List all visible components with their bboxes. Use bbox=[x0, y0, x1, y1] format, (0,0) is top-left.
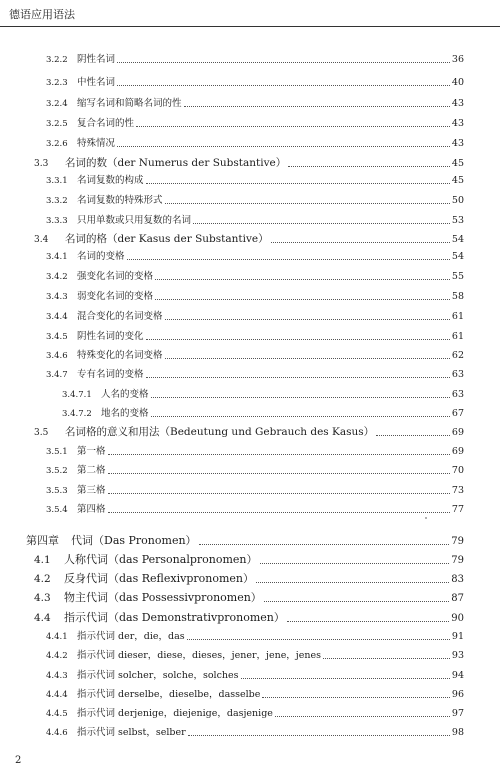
toc-entry-3-5-4[interactable] bbox=[46, 503, 464, 517]
toc-entry-3-2-6[interactable] bbox=[46, 137, 464, 151]
toc-entry-title: 特殊情况 bbox=[77, 138, 116, 149]
print-speck bbox=[425, 517, 427, 519]
leader-dots bbox=[117, 137, 450, 147]
toc-entry-number: 3.4.6 bbox=[46, 351, 68, 361]
leader-dots bbox=[188, 726, 450, 736]
toc-entry-number: 3.5.2 bbox=[46, 466, 68, 476]
toc-entry-title: 复合名词的性 bbox=[77, 118, 135, 129]
toc-entry-number: 4.4.1 bbox=[46, 632, 68, 642]
toc-entry-page: 87 bbox=[451, 593, 464, 604]
toc-entry-page: 62 bbox=[451, 350, 464, 361]
toc-entry-title: 反身代词（das Reflexivpronomen） bbox=[64, 572, 254, 585]
leader-dots bbox=[262, 688, 450, 698]
toc-entry-page: 96 bbox=[451, 689, 464, 700]
toc-entry-3-4-3[interactable] bbox=[46, 290, 464, 304]
toc-entry-title: 第二格 bbox=[77, 465, 106, 476]
toc-entry-4-4-2[interactable] bbox=[46, 649, 464, 663]
toc-entry-title: 指示代词 der，die，das bbox=[77, 631, 185, 642]
toc-entry-title: 名词复数的构成 bbox=[77, 175, 144, 186]
toc-entry-number: 3.3 bbox=[34, 159, 49, 169]
toc-entry-page: 79 bbox=[451, 536, 464, 547]
toc-entry-4-4-4[interactable] bbox=[46, 688, 464, 702]
toc-entry-page: 45 bbox=[451, 175, 464, 186]
toc-entry-3-5-1[interactable] bbox=[46, 445, 464, 459]
toc-entry-title: 指示代词 dieser，diese，dieses，jener，jene，jenes bbox=[77, 650, 321, 661]
toc-entry-title: 强变化名词的变格 bbox=[77, 271, 154, 282]
toc-entry-number: 3.4.5 bbox=[46, 332, 68, 342]
header-rule bbox=[0, 26, 500, 27]
toc-entry-number: 3.4.4 bbox=[46, 312, 68, 322]
toc-entry-page: 98 bbox=[451, 727, 464, 738]
toc-entry-title: 人名的变格 bbox=[101, 389, 149, 400]
leader-dots bbox=[155, 290, 450, 300]
leader-dots bbox=[146, 174, 450, 184]
toc-entry-title: 指示代词（das Demonstrativpronomen） bbox=[64, 611, 285, 624]
toc-entry-4-4-5[interactable] bbox=[46, 707, 464, 721]
toc-entry-number: 3.5.4 bbox=[46, 505, 68, 515]
toc-entry-3-3[interactable] bbox=[34, 156, 464, 171]
toc-entry-3-2-3[interactable] bbox=[46, 76, 464, 90]
toc-entry-3-4-7-2[interactable] bbox=[62, 407, 464, 421]
toc-entry-title: 阴性名词 bbox=[77, 54, 116, 65]
toc-entry-title: 指示代词 solcher，solche，solches bbox=[77, 670, 239, 681]
toc-entry-page: 79 bbox=[451, 555, 464, 566]
toc-entry-page: 53 bbox=[451, 215, 464, 226]
leader-dots bbox=[187, 630, 450, 640]
toc-entry-title: 第一格 bbox=[77, 446, 106, 457]
toc-entry-number: 4.1 bbox=[34, 554, 51, 566]
toc-entry-page: 61 bbox=[451, 331, 464, 342]
toc-entry-page: 61 bbox=[451, 311, 464, 322]
toc-entry-page: 54 bbox=[451, 234, 464, 245]
toc-entry-4-4-6[interactable] bbox=[46, 726, 464, 740]
toc-entry-title: 物主代词（das Possessivpronomen） bbox=[64, 591, 262, 604]
toc-entry-page: 43 bbox=[451, 138, 464, 149]
toc-entry-title: 第三格 bbox=[77, 485, 106, 496]
leader-dots bbox=[287, 612, 449, 622]
toc-entry-title: 弱变化名词的变格 bbox=[77, 291, 154, 302]
toc-entry-page: 77 bbox=[451, 504, 464, 515]
toc-entry-3-4-6[interactable] bbox=[46, 349, 464, 363]
toc-entry-number: 3.2.4 bbox=[46, 99, 68, 109]
toc-entry-3-4-4[interactable] bbox=[46, 310, 464, 324]
leader-dots bbox=[184, 97, 450, 107]
leader-dots bbox=[146, 330, 450, 340]
toc-entry-page: 94 bbox=[451, 670, 464, 681]
toc-entry-number: 3.3.3 bbox=[46, 216, 68, 226]
toc-entry-page: 45 bbox=[451, 158, 464, 169]
toc-entry-number: 3.4.7.1 bbox=[62, 390, 92, 400]
page-number: 2 bbox=[15, 755, 22, 766]
leader-dots bbox=[151, 407, 450, 417]
leader-dots bbox=[117, 76, 450, 86]
toc-entry-number: 4.4.6 bbox=[46, 728, 68, 738]
toc-entry-3-2-2[interactable] bbox=[46, 53, 464, 67]
leader-dots bbox=[260, 554, 450, 564]
toc-entry-3-2-4[interactable] bbox=[46, 97, 464, 111]
toc-entry-title: 专有名词的变格 bbox=[77, 369, 144, 380]
toc-entry-title: 第四格 bbox=[77, 504, 106, 515]
toc-entry-title: 名词的格（der Kasus der Substantive） bbox=[65, 233, 269, 245]
toc-entry-number: 3.4.1 bbox=[46, 252, 68, 262]
toc-entry-title: 指示代词 derselbe，dieselbe，dasselbe bbox=[77, 689, 261, 700]
toc-entry-page: 91 bbox=[451, 631, 464, 642]
toc-entry-number: 4.2 bbox=[34, 573, 51, 585]
toc-chapter-number: 第四章 bbox=[26, 534, 59, 547]
toc-entry-title: 代词（Das Pronomen） bbox=[71, 534, 197, 547]
toc-entry-page: 69 bbox=[451, 427, 464, 438]
toc-entry-4-4-1[interactable] bbox=[46, 630, 464, 644]
toc-entry-3-4-5[interactable] bbox=[46, 330, 464, 344]
toc-entry-page: 63 bbox=[451, 389, 464, 400]
toc-entry-title: 中性名词 bbox=[77, 77, 116, 88]
toc-entry-number: 3.4.3 bbox=[46, 292, 68, 302]
leader-dots bbox=[288, 157, 450, 167]
toc-entry-number: 3.2.3 bbox=[46, 78, 68, 88]
toc-entry-page: 67 bbox=[451, 408, 464, 419]
toc-entry-number: 4.4.2 bbox=[46, 651, 68, 661]
leader-dots bbox=[323, 649, 450, 659]
leader-dots bbox=[275, 707, 450, 717]
toc-entry-3-3-1[interactable] bbox=[46, 174, 464, 188]
leader-dots bbox=[108, 445, 450, 455]
toc-entry-page: 83 bbox=[451, 574, 464, 585]
leader-dots bbox=[155, 270, 450, 280]
toc-entry-title: 地名的变格 bbox=[101, 408, 149, 419]
toc-entry-title: 只用单数或只用复数的名词 bbox=[77, 215, 192, 226]
toc-entry-3-5[interactable] bbox=[34, 425, 464, 440]
toc-entry-title: 名词复数的特殊形式 bbox=[77, 195, 163, 206]
toc-entry-3-5-2[interactable] bbox=[46, 464, 464, 478]
toc-entry-3-4-7-1[interactable] bbox=[62, 388, 464, 402]
toc-entry-number: 4.4.4 bbox=[46, 690, 68, 700]
leader-dots bbox=[151, 388, 450, 398]
toc-entry-page: 69 bbox=[451, 446, 464, 457]
toc-entry-page: 63 bbox=[451, 369, 464, 380]
leader-dots bbox=[117, 53, 450, 63]
leader-dots bbox=[193, 214, 450, 224]
leader-dots bbox=[108, 484, 450, 494]
toc-entry-title: 名词格的意义和用法（Bedeutung und Gebrauch des Kasus） bbox=[65, 426, 375, 438]
leader-dots bbox=[146, 368, 450, 378]
toc-entry-number: 3.4.2 bbox=[46, 272, 68, 282]
leader-dots bbox=[165, 310, 450, 320]
toc-entry-3-3-3[interactable] bbox=[46, 214, 464, 228]
toc-entry-title: 名词的数（der Numerus der Substantive） bbox=[65, 157, 287, 169]
toc-entry-page: 43 bbox=[451, 118, 464, 129]
toc-entry-number: 4.4.3 bbox=[46, 671, 68, 681]
toc-entry-title: 指示代词 selbst，selber bbox=[77, 727, 186, 738]
toc-entry-number: 3.4.7 bbox=[46, 370, 68, 380]
toc-entry-4-4[interactable] bbox=[34, 611, 464, 626]
toc-entry-page: 55 bbox=[451, 271, 464, 282]
leader-dots bbox=[199, 535, 450, 545]
toc-entry-4-2[interactable] bbox=[34, 572, 464, 587]
toc-entry-3-5-3[interactable] bbox=[46, 484, 464, 498]
toc-entry-title: 指示代词 derjenige，diejenige，dasjenige bbox=[77, 708, 273, 719]
toc-entry-title: 混合变化的名词变格 bbox=[77, 311, 163, 322]
toc-entry-title: 名词的变格 bbox=[77, 251, 125, 262]
leader-dots bbox=[271, 233, 450, 243]
toc-entry-title: 特殊变化的名词变格 bbox=[77, 350, 163, 361]
toc-entry-4-3[interactable] bbox=[34, 591, 464, 606]
toc-entry-title: 缩写名词和简略名词的性 bbox=[77, 98, 182, 109]
toc-entry-number: 3.2.5 bbox=[46, 119, 68, 129]
toc-entry-3-3-2[interactable] bbox=[46, 194, 464, 208]
leader-dots bbox=[108, 503, 450, 513]
toc-entry-number: 3.2.2 bbox=[46, 55, 68, 65]
toc-entry-page: 97 bbox=[451, 708, 464, 719]
toc-entry-page: 70 bbox=[451, 465, 464, 476]
toc-entry-number: 3.5.1 bbox=[46, 447, 68, 457]
toc-entry-page: 90 bbox=[451, 613, 464, 624]
running-head-title: 德语应用语法 bbox=[9, 8, 75, 21]
toc-entry-page: 73 bbox=[451, 485, 464, 496]
toc-entry-number: 3.3.1 bbox=[46, 176, 68, 186]
toc-entry-number: 4.4 bbox=[34, 612, 51, 624]
leader-dots bbox=[136, 117, 450, 127]
toc-entry-number: 3.3.2 bbox=[46, 196, 68, 206]
toc-entry-3-4[interactable] bbox=[34, 232, 464, 247]
toc-chapter-4[interactable] bbox=[26, 534, 464, 549]
toc-entry-page: 58 bbox=[451, 291, 464, 302]
leader-dots bbox=[264, 592, 449, 602]
leader-dots bbox=[165, 349, 450, 359]
toc-entry-page: 40 bbox=[451, 77, 464, 88]
toc-entry-title: 阴性名词的变化 bbox=[77, 331, 144, 342]
leader-dots bbox=[108, 464, 450, 474]
leader-dots bbox=[256, 573, 449, 583]
toc-entry-number: 3.2.6 bbox=[46, 139, 68, 149]
toc-entry-title: 人称代词（das Personalpronomen） bbox=[64, 553, 258, 566]
toc-entry-3-2-5[interactable] bbox=[46, 117, 464, 131]
toc-entry-number: 4.4.5 bbox=[46, 709, 68, 719]
toc-entry-number: 3.5 bbox=[34, 428, 49, 438]
toc-entry-page: 93 bbox=[451, 650, 464, 661]
leader-dots bbox=[127, 250, 450, 260]
toc-entry-4-1[interactable] bbox=[34, 553, 464, 568]
toc-entry-number: 3.4.7.2 bbox=[62, 409, 92, 419]
toc-entry-number: 3.5.3 bbox=[46, 486, 68, 496]
leader-dots bbox=[376, 426, 450, 436]
toc-entry-page: 50 bbox=[451, 195, 464, 206]
toc-entry-page: 54 bbox=[451, 251, 464, 262]
leader-dots bbox=[241, 669, 450, 679]
toc-entry-number: 4.3 bbox=[34, 592, 51, 604]
toc-entry-3-4-2[interactable] bbox=[46, 270, 464, 284]
leader-dots bbox=[165, 194, 450, 204]
toc-entry-3-4-7[interactable] bbox=[46, 368, 464, 382]
toc-entry-page: 36 bbox=[451, 54, 464, 65]
toc-entry-4-4-3[interactable] bbox=[46, 669, 464, 683]
toc-entry-3-4-1[interactable] bbox=[46, 250, 464, 264]
toc-entry-page: 43 bbox=[451, 98, 464, 109]
toc-entry-number: 3.4 bbox=[34, 235, 49, 245]
